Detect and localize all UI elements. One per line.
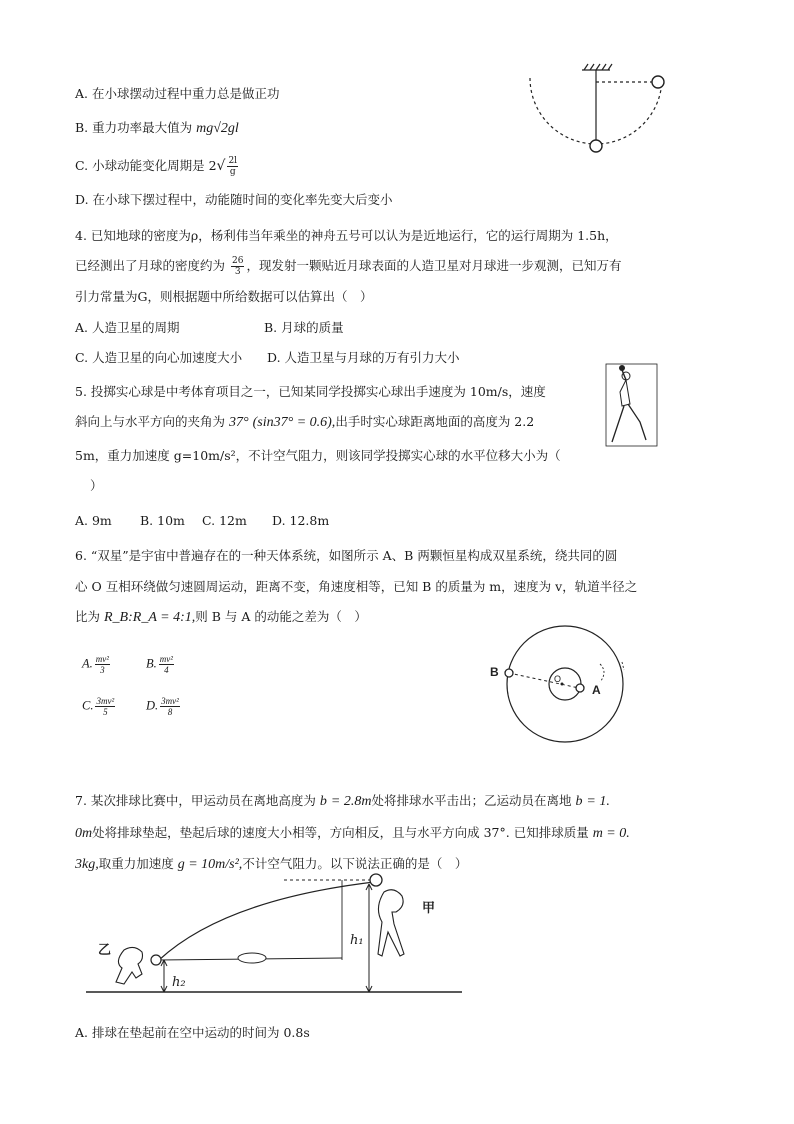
q3-option-c-text: C. 小球动能变化周期是 xyxy=(75,158,205,173)
q7-line-2: 0m处将排球垫起，垫起后球的速度大小相等，方向相反，且与水平方向成 37°. 已知排球质量 m = 0. xyxy=(75,825,630,841)
q7-height-value-1: = 2.8m xyxy=(330,794,372,809)
q3-option-b-formula: mg√2gl xyxy=(196,121,239,136)
q3-option-d: D. 在小球下摆过程中，动能随时间的变化率先变大后变小 xyxy=(75,192,393,207)
label-h1: h₁ xyxy=(350,933,364,948)
q5-line-2-prefix: 斜向上与水平方向的夹角为 xyxy=(75,414,226,429)
q4-option-a: A. 人造卫星的周期 xyxy=(75,320,180,335)
pendulum-ceiling xyxy=(582,64,612,70)
thrower-body xyxy=(620,380,630,406)
q5-option-a: A. 9m xyxy=(75,513,112,528)
q7-mass: m = 0. xyxy=(592,826,630,841)
pendulum-ball-bottom xyxy=(590,140,602,152)
orbit-a xyxy=(549,668,581,700)
frame xyxy=(606,364,657,446)
q6-option-d-fraction: $\frac{\text{3mv²}}{8}$ xyxy=(161,696,179,717)
q5-option-c: C. 12m xyxy=(202,513,247,528)
label-h2: h₂ xyxy=(172,975,186,990)
q7-height-value-2: = 1. xyxy=(586,794,610,809)
dashed-arc-b xyxy=(622,662,624,670)
q7-gravity: g = 10m/s², xyxy=(177,857,243,872)
q4-density-fraction: $\frac{26}{3}$ xyxy=(232,256,244,277)
q7-height-symbol-1: b xyxy=(319,794,327,809)
q7-line-3: 3kg,取重力加速度 g = 10m/s²,不计空气阻力。以下说法正确的是（ ） xyxy=(75,856,468,872)
q7-line-1: 7. 某次排球比赛中，甲运动员在离地高度为 b = 2.8m处将排球水平击出；乙运动员在离地 b = 1. xyxy=(75,793,610,809)
q6-option-c: C. $\frac{\text{3mv²}}{5}$ xyxy=(82,696,115,717)
q5-line-3: 5m，重力加速度 g=10m/s²，不计空气阻力，则该同学投掷实心球的水平位移大小为（ xyxy=(75,448,561,463)
label-b: B xyxy=(490,665,499,679)
dashed-arc-a xyxy=(600,664,604,682)
q6-option-d: D. $\frac{\text{3mv²}}{8}$ xyxy=(146,696,179,717)
q6-option-b: B. $\frac{\text{mv²}}{4}$ xyxy=(146,654,173,675)
q4-line-2-prefix: 已经测出了月球的密度约为 xyxy=(75,258,226,273)
pendulum-ball-side xyxy=(652,76,664,88)
orbit-b xyxy=(507,626,623,742)
shadow xyxy=(238,953,266,963)
player-jia xyxy=(378,890,404,956)
q4-line-3: 引力常量为G，则根据题中所给数据可以估算出（ ） xyxy=(75,289,373,304)
q5-line-2-suffix: 出手时实心球距离地面的高度为 2.2 xyxy=(335,414,535,429)
q3-option-a: A. 在小球摆动过程中重力总是做正功 xyxy=(75,86,280,101)
q3-option-c: C. 小球动能变化周期是 2√ $\frac{2l}{g}$ xyxy=(75,156,238,177)
q6-line-3-suffix: 则 B 与 A 的动能之差为（ ） xyxy=(195,609,367,624)
connecting-line xyxy=(509,673,579,688)
volleyball-figure xyxy=(84,870,464,998)
q5-sin-value: (sin37° = 0.6), xyxy=(252,415,336,430)
q4-line-1: 4. 已知地球的密度为ρ，杨利伟当年乘坐的神舟五号可以认为是近地运行，它的运行周期为 1.5h， xyxy=(75,228,618,243)
label-jia: 甲 xyxy=(422,901,436,916)
q5-line-1: 5. 投掷实心球是中考体育项目之一，已知某同学投掷实心球出手速度为 10m/s，速度 xyxy=(75,384,546,399)
thrower-legs xyxy=(612,404,646,442)
q5-line-2 xyxy=(75,414,534,431)
binary-star-figure xyxy=(482,612,652,762)
ball-top xyxy=(370,874,382,886)
q6-option-a-fraction: $\frac{\text{mv²}}{3}$ xyxy=(95,654,109,675)
ball-bottom xyxy=(151,955,161,965)
q6-line-3 xyxy=(75,609,367,626)
label-a: A xyxy=(592,683,601,697)
q5-option-b: B. 10m xyxy=(140,513,185,528)
star-a xyxy=(576,684,584,692)
q4-line-2-suffix: ，现发射一颗贴近月球表面的人造卫星对月球进一步观测，已知万有 xyxy=(246,258,622,273)
q7-height-symbol-2: b xyxy=(575,794,583,809)
q5-line-4: ） xyxy=(90,478,103,493)
label-o: O xyxy=(554,674,562,684)
q5-angle: 37° xyxy=(229,415,249,430)
label-yi: 乙 xyxy=(98,943,112,958)
q3-option-b xyxy=(75,120,239,137)
q3-option-c-coef: 2 xyxy=(208,158,217,173)
q6-radius-ratio: R_B:R_A = 4:1, xyxy=(104,610,196,625)
player-yi xyxy=(116,947,143,984)
q6-line-3-prefix: 比为 xyxy=(75,609,101,624)
q5-option-d: D. 12.8m xyxy=(272,513,330,528)
q3-option-c-fraction: $\frac{2l}{g}$ xyxy=(228,156,238,177)
q6-line-1: 6. “双星”是宇宙中普遍存在的一种天体系统，如图所示 A、B 两颗恒星构成双星系统，绕共同的圆 xyxy=(75,548,618,563)
q7-option-a: A. 排球在垫起前在空中运动的时间为 0.8s xyxy=(75,1025,310,1040)
shot-put-thrower-figure xyxy=(604,362,660,448)
q4-line-2 xyxy=(75,256,621,277)
q4-option-b: B. 月球的质量 xyxy=(264,320,344,335)
q6-option-b-fraction: $\frac{\text{mv²}}{4}$ xyxy=(159,654,173,675)
q6-option-a: A. $\frac{\text{mv²}}{3}$ xyxy=(82,654,109,675)
pendulum-figure xyxy=(520,58,680,168)
q6-option-c-fraction: $\frac{\text{3mv²}}{5}$ xyxy=(96,696,115,717)
q4-option-c: C. 人造卫星的向心加速度大小 xyxy=(75,350,243,365)
q4-option-d: D. 人造卫星与月球的万有引力大小 xyxy=(267,350,460,365)
q3-option-b-text: B. 重力功率最大值为 xyxy=(75,120,193,135)
star-b xyxy=(505,669,513,677)
q6-line-2: 心 O 互相环绕做匀速圆周运动，距离不变，角速度相等，已知 B 的质量为 m，速度为 v，轨道半径之 xyxy=(75,579,638,594)
